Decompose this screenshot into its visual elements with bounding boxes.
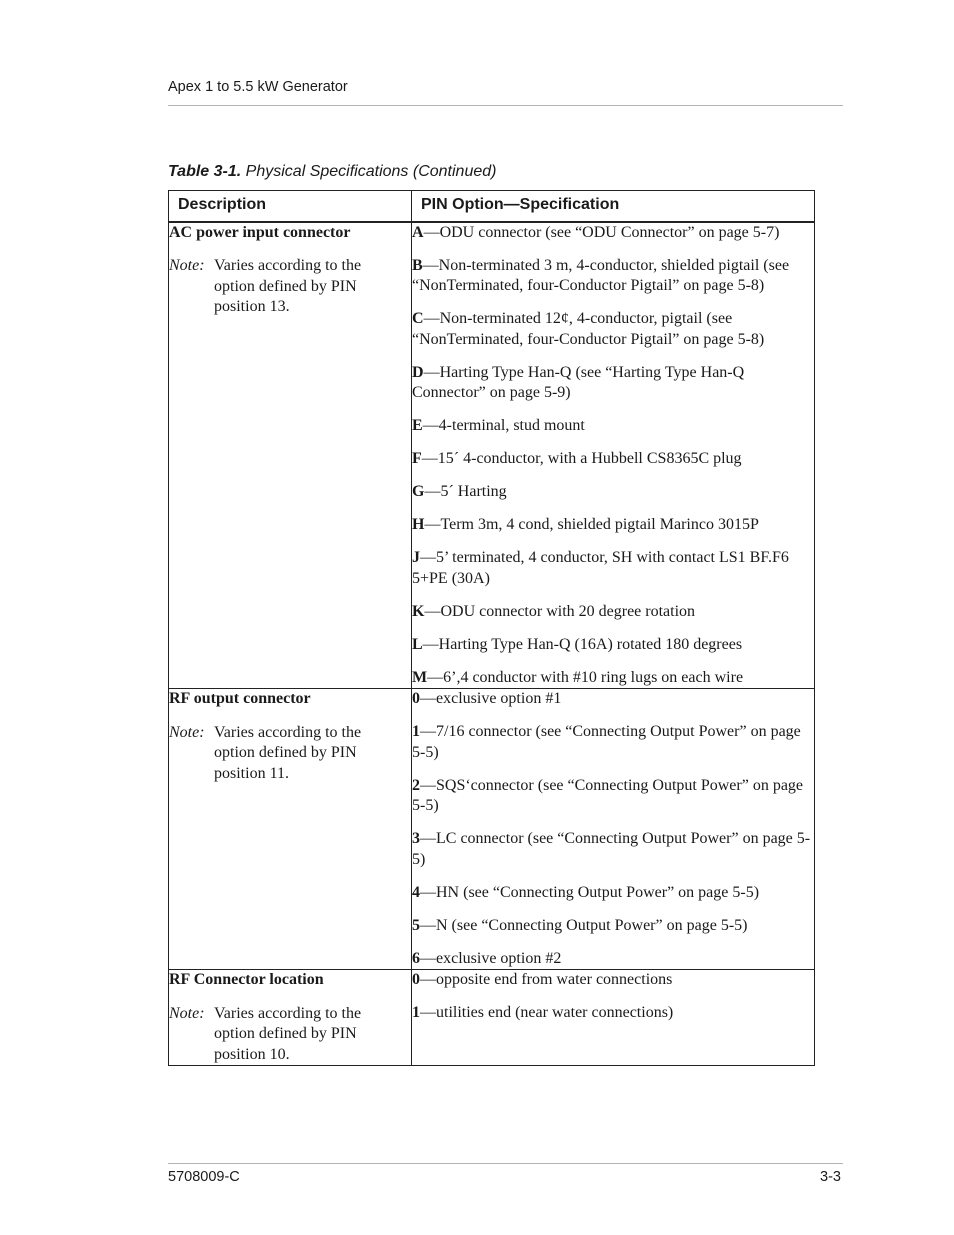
note-label: Note: xyxy=(169,1004,205,1022)
option-code: C xyxy=(412,310,424,327)
option-text: —Term 3m, 4 cond, shielded pigtail Marinco 3015P xyxy=(424,516,759,533)
option-code: B xyxy=(412,256,423,274)
option-code: 2 xyxy=(412,776,420,794)
pin-option xyxy=(412,256,814,297)
pin-option xyxy=(412,689,814,710)
pin-option xyxy=(412,416,814,437)
option-text: —SQS‘connector (see “Connecting Output Power” on page 5-5) xyxy=(412,776,804,814)
option-code: 0 xyxy=(412,971,420,988)
option-text: —4-terminal, stud mount xyxy=(422,417,585,434)
note-text: Varies according to the option defined by PIN position 11. xyxy=(214,723,362,782)
pin-option xyxy=(412,602,814,623)
option-text: —LC connector (see “Connecting Output Power” on page 5-5) xyxy=(412,830,811,868)
pin-option xyxy=(412,223,814,244)
option-code: F xyxy=(412,450,422,467)
option-text: —5’ terminated, 4 conductor, SH with contact LS1 BF.F6 5+PE (30A) xyxy=(412,549,789,587)
option-text: —Harting Type Han-Q (16A) rotated 180 degrees xyxy=(422,635,743,653)
table-body xyxy=(169,222,815,1066)
option-text: —ODU connector (see “ODU Connector” on page 5-7) xyxy=(423,223,780,241)
option-text: —Non-terminated 12¢, 4-conductor, pigtail (see “NonTerminated, four-Conductor Pigtail” on page 5-8) xyxy=(412,310,765,348)
column-header-description: Description xyxy=(169,191,412,222)
option-text: —7/16 connector (see “Connecting Output Power” on page 5-5) xyxy=(412,723,801,761)
option-code: A xyxy=(412,223,424,241)
option-code: 5 xyxy=(412,916,420,934)
options-cell xyxy=(412,970,815,1066)
pin-option xyxy=(412,635,814,656)
option-code: 0 xyxy=(412,690,420,707)
page-number: 3-3 xyxy=(820,1169,841,1185)
note-text: Varies according to the option defined by PIN position 10. xyxy=(214,1004,362,1063)
option-code: K xyxy=(412,602,425,620)
option-code: D xyxy=(412,363,424,381)
options-cell xyxy=(412,689,815,970)
pin-option xyxy=(412,482,814,503)
pin-option xyxy=(412,548,814,589)
note-label: Note: xyxy=(169,723,205,741)
table-caption-title: Physical Specifications (Continued) xyxy=(245,163,497,180)
header-divider xyxy=(168,105,843,106)
option-code: 6 xyxy=(412,949,420,967)
pin-option xyxy=(412,1003,814,1024)
physical-specifications-table xyxy=(168,190,815,1066)
description-cell xyxy=(169,689,412,970)
document-number: 5708009-C xyxy=(168,1169,240,1185)
option-text: —opposite end from water connections xyxy=(420,971,673,988)
options-cell xyxy=(412,222,815,689)
column-header-pin-option: PIN Option—Specification xyxy=(412,191,815,222)
table-row xyxy=(169,222,815,689)
option-text: —utilities end (near water connections) xyxy=(420,1004,674,1021)
option-text: —HN (see “Connecting Output Power” on page 5-5) xyxy=(420,883,760,901)
row-title: AC power input connector xyxy=(169,223,351,241)
option-code: 1 xyxy=(412,723,420,740)
option-text: —N (see “Connecting Output Power” on page 5-5) xyxy=(420,916,748,934)
table-caption xyxy=(168,163,496,181)
row-title: RF output connector xyxy=(169,690,311,707)
option-text: —exclusive option #1 xyxy=(420,690,562,707)
pin-option xyxy=(412,776,814,817)
option-text: —Harting Type Han-Q (see “Harting Type Han-Q Connector” on page 5-9) xyxy=(412,363,745,401)
table-caption-label: Table 3-1. xyxy=(168,163,242,180)
row-note xyxy=(169,723,411,785)
note-label: Note: xyxy=(169,257,205,274)
option-text: —15´ 4-conductor, with a Hubbell CS8365C plug xyxy=(421,450,742,467)
option-code: L xyxy=(412,635,423,653)
pin-option xyxy=(412,363,814,404)
option-code: 1 xyxy=(412,1004,420,1021)
option-code: E xyxy=(412,417,423,434)
option-text: —6’,4 conductor with #10 ring lugs on each wire xyxy=(427,668,744,686)
pin-option xyxy=(412,916,814,937)
footer-divider xyxy=(168,1163,843,1164)
description-cell xyxy=(169,970,412,1066)
pin-option xyxy=(412,449,814,470)
pin-option xyxy=(412,883,814,904)
row-note xyxy=(169,1004,411,1066)
option-text: —ODU connector with 20 degree rotation xyxy=(424,602,696,620)
option-code: M xyxy=(412,668,428,686)
table-row xyxy=(169,689,815,970)
pin-option xyxy=(412,829,814,870)
pin-option xyxy=(412,970,814,991)
row-note xyxy=(169,256,411,318)
option-code: J xyxy=(412,549,420,566)
option-code: G xyxy=(412,483,425,500)
row-title: RF Connector location xyxy=(169,971,324,988)
option-code: 4 xyxy=(412,883,420,901)
option-text: —Non-terminated 3 m, 4-conductor, shielded pigtail (see “NonTerminated, four-Conductor Pigtail” on page 5-8) xyxy=(412,256,790,294)
description-cell xyxy=(169,222,412,689)
running-header: Apex 1 to 5.5 kW Generator xyxy=(168,79,348,95)
option-text: —5´ Harting xyxy=(424,483,507,500)
option-code: 3 xyxy=(412,830,420,847)
pin-option xyxy=(412,668,814,689)
table-header-row xyxy=(169,191,815,222)
pin-option xyxy=(412,722,814,763)
note-text: Varies according to the option defined by PIN position 13. xyxy=(214,257,362,315)
option-text: —exclusive option #2 xyxy=(420,949,562,967)
pin-option xyxy=(412,949,814,970)
pin-option xyxy=(412,309,814,350)
option-code: H xyxy=(412,516,425,533)
pin-option xyxy=(412,515,814,536)
table-row xyxy=(169,970,815,1066)
